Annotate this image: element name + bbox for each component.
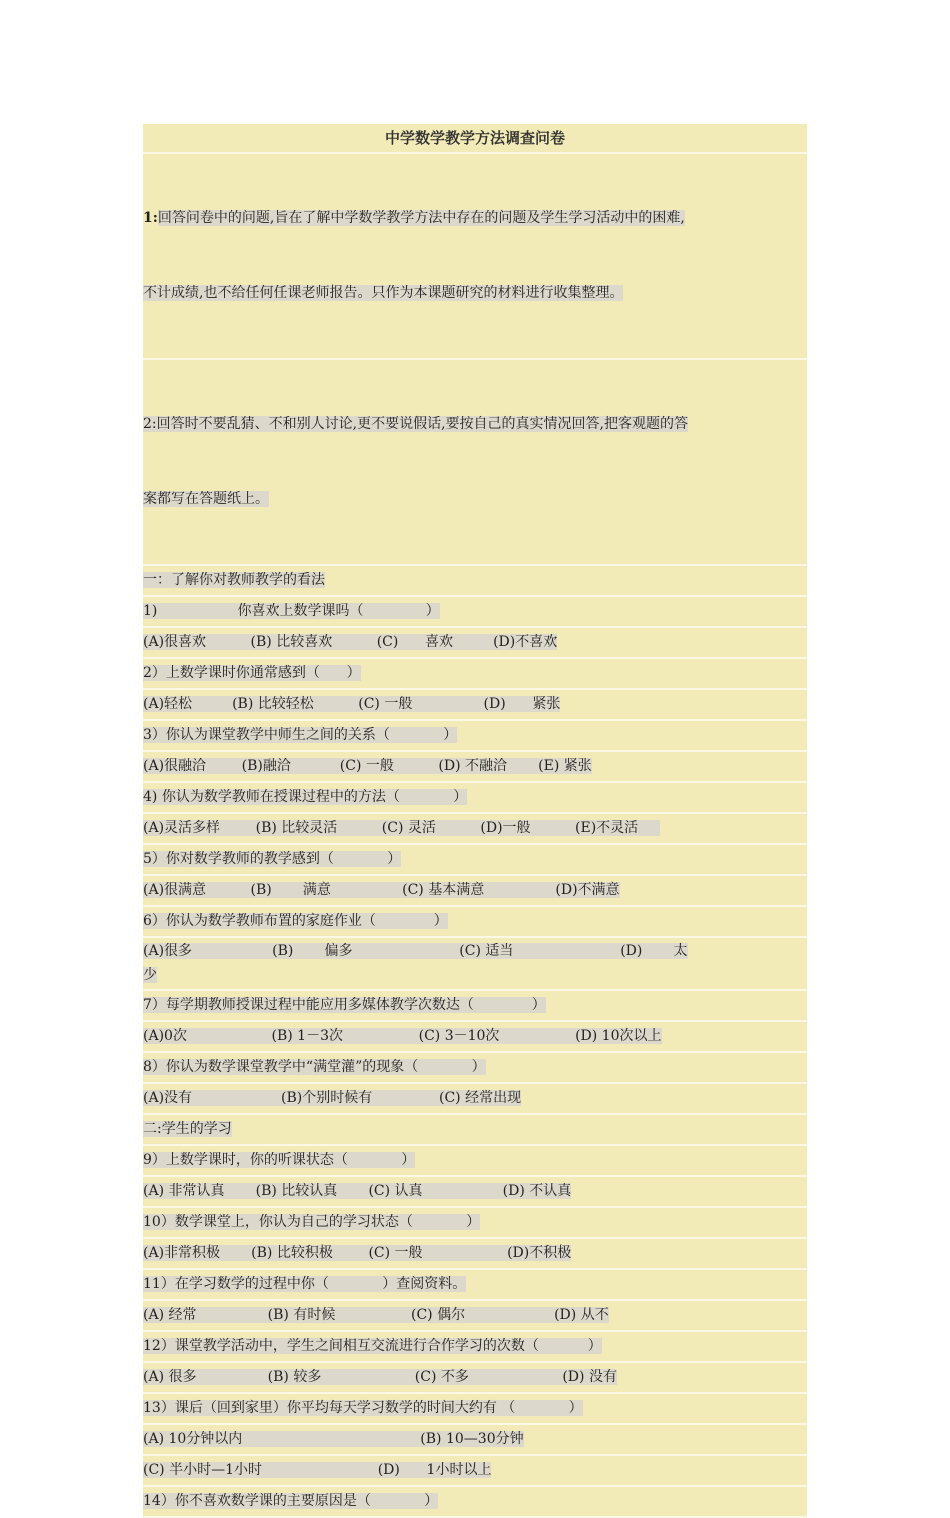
row-text: 一：了解你对教师教学的看法 — [143, 572, 325, 588]
row-text: 二:学生的学习 — [143, 1121, 232, 1137]
row-text: 12）课堂教学活动中，学生之间相互交流进行合作学习的次数（ ） — [143, 1338, 602, 1354]
question-row — [143, 1146, 807, 1177]
question-row — [143, 1394, 807, 1425]
question-row — [143, 876, 807, 907]
question-row — [143, 628, 807, 659]
row-text: (A)很喜欢 (B) 比较喜欢 (C) 喜欢 (D)不喜欢 — [143, 634, 558, 650]
row-text: 1) 你喜欢上数学课吗（ ） — [143, 603, 440, 619]
intro-1-text: 回答问卷中的问题,旨在了解中学数学教学方法中存在的问题及学生学习活动中的困难, — [157, 210, 685, 226]
row-text-continued: 少 — [143, 967, 157, 983]
row-text: (C) 半小时—1小时 (D) 1小时以上 — [143, 1462, 492, 1478]
question-row — [143, 659, 807, 690]
row-text: (A) 经常 (B) 有时候 (C) 偶尔 (D) 从不 — [143, 1307, 609, 1323]
question-row — [143, 991, 807, 1022]
intro-paragraph-2 — [143, 360, 807, 566]
question-row — [143, 1022, 807, 1053]
row-text: 5）你对数学教师的教学感到（ ） — [143, 851, 402, 867]
question-row — [143, 752, 807, 783]
question-row — [143, 1239, 807, 1270]
intro-1-line-2 — [143, 281, 807, 306]
question-row — [143, 1208, 807, 1239]
row-text: 14）你不喜欢数学课的主要原因是（ ） — [143, 1493, 439, 1509]
row-text: (A) 非常认真 (B) 比较认真 (C) 认真 (D) 不认真 — [143, 1183, 572, 1199]
document-title: 中学数学教学方法调查问卷 — [143, 124, 807, 154]
row-text: 6）你认为数学教师布置的家庭作业（ ） — [143, 913, 448, 929]
question-row — [143, 1084, 807, 1115]
question-row — [143, 938, 807, 991]
row-text: 8）你认为数学课堂教学中“满堂灌”的现象（ ） — [143, 1059, 486, 1075]
intro-2-line-2 — [143, 487, 807, 512]
questionnaire-document — [143, 124, 807, 1518]
question-row — [143, 814, 807, 845]
question-row — [143, 1115, 807, 1146]
row-text: (A)非常积极 (B) 比较积极 (C) 一般 (D)不积极 — [143, 1245, 572, 1261]
question-row — [143, 907, 807, 938]
question-row — [143, 1456, 807, 1487]
row-text: 4) 你认为数学教师在授课过程中的方法（ ） — [143, 789, 468, 805]
row-text: 3）你认为课堂教学中师生之间的关系（ ） — [143, 727, 458, 743]
intro-2-text-2: 案都写在答题纸上。 — [143, 491, 269, 507]
row-text: (A)很融洽 (B)融洽 (C) 一般 (D) 不融洽 (E) 紧张 — [143, 758, 592, 774]
intro-2-text: 2:回答时不要乱猜、不和别人讨论,更不要说假话,要按自己的真实情况回答,把客观题的答 — [143, 416, 688, 432]
question-row — [143, 1270, 807, 1301]
row-text: (A) 很多 (B) 较多 (C) 不多 (D) 没有 — [143, 1369, 617, 1385]
row-text: 7）每学期教师授课过程中能应用多媒体教学次数达（ ） — [143, 997, 546, 1013]
question-row — [143, 1332, 807, 1363]
intro-1-text-2: 不计成绩,也不给任何任课老师报告。只作为本课题研究的材料进行收集整理。 — [143, 285, 624, 301]
question-row — [143, 721, 807, 752]
question-row — [143, 1363, 807, 1394]
question-row — [143, 845, 807, 876]
row-text: 11）在学习数学的过程中你（ ）查阅资料。 — [143, 1276, 467, 1292]
row-text: (A)很多 (B) 偏多 (C) 适当 (D) 太 — [143, 943, 688, 959]
row-text: (A)很满意 (B) 满意 (C) 基本满意 (D)不满意 — [143, 882, 620, 898]
intro-2-line-1 — [143, 412, 807, 437]
row-text: 13）课后（回到家里）你平均每天学习数学的时间大约有 （ ） — [143, 1400, 583, 1416]
question-row — [143, 783, 807, 814]
question-row — [143, 1487, 807, 1518]
row-text: (A)轻松 (B) 比较轻松 (C) 一般 (D) 紧张 — [143, 696, 561, 712]
question-row — [143, 1301, 807, 1332]
question-row — [143, 1425, 807, 1456]
row-text: (A)没有 (B)个别时候有 (C) 经常出现 — [143, 1090, 522, 1106]
question-row — [143, 597, 807, 628]
row-text: (A) 10分钟以内 (B) 10—30分钟 — [143, 1431, 524, 1447]
row-text: (A)灵活多样 (B) 比较灵活 (C) 灵活 (D)一般 (E)不灵活 — [143, 820, 661, 836]
intro-1-number: 1: — [143, 210, 158, 226]
row-text: 2）上数学课时你通常感到（ ） — [143, 665, 361, 681]
row-text: 9）上数学课时，你的听课状态（ ） — [143, 1152, 416, 1168]
question-row — [143, 566, 807, 597]
intro-paragraph-1 — [143, 154, 807, 360]
row-text: 10）数学课堂上，你认为自己的学习状态（ ） — [143, 1214, 481, 1230]
question-row — [143, 1177, 807, 1208]
question-list — [143, 566, 807, 1518]
question-row — [143, 1053, 807, 1084]
intro-1-line-1 — [143, 206, 807, 231]
row-text: (A)0次 (B) 1－3次 (C) 3－10次 (D) 10次以上 — [143, 1028, 662, 1044]
question-row — [143, 690, 807, 721]
